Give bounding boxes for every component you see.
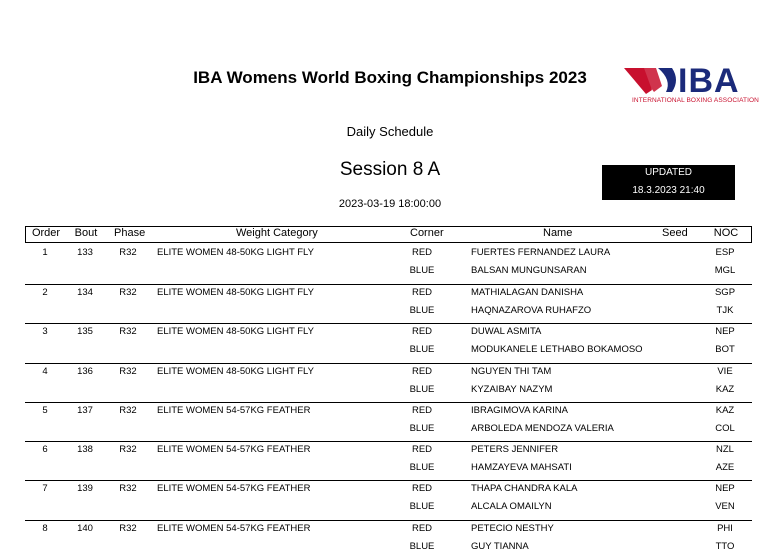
- cell-blue-noc: AZE: [715, 462, 735, 473]
- cell-blue-noc: MGL: [714, 265, 736, 276]
- cell-red-noc: NEP: [715, 483, 735, 494]
- cell-red-name: NGUYEN THI TAM: [471, 366, 552, 377]
- header-corner: Corner: [410, 227, 444, 239]
- cell-red-corner: RED: [411, 523, 433, 534]
- cell-red-noc: NEP: [715, 326, 735, 337]
- cell-blue-corner: BLUE: [409, 423, 435, 434]
- cell-order: 4: [42, 366, 48, 377]
- cell-blue-noc: COL: [715, 423, 735, 434]
- cell-weight-category: ELITE WOMEN 54-57KG FEATHER: [157, 405, 311, 416]
- cell-blue-name: HAQNAZAROVA RUHAFZO: [471, 305, 592, 316]
- iba-logo: [622, 62, 759, 108]
- cell-red-corner: RED: [411, 405, 433, 416]
- cell-red-corner: RED: [411, 444, 433, 455]
- session-datetime: 2023-03-19 18:00:00: [338, 198, 442, 210]
- table-row: [25, 363, 752, 401]
- header-bout: Bout: [74, 227, 98, 239]
- cell-order: 1: [42, 247, 48, 258]
- cell-phase: R32: [119, 483, 137, 494]
- cell-blue-noc: TJK: [716, 305, 734, 316]
- cell-blue-corner: BLUE: [409, 384, 435, 395]
- table-row: [25, 441, 752, 479]
- header-noc: NOC: [713, 227, 739, 239]
- cell-blue-name: HAMZAYEVA MAHSATI: [471, 462, 572, 473]
- cell-bout: 136: [77, 366, 93, 377]
- cell-phase: R32: [119, 326, 137, 337]
- cell-red-noc: SGP: [714, 287, 736, 298]
- cell-red-name: FUERTES FERNANDEZ LAURA: [471, 247, 611, 258]
- cell-red-corner: RED: [411, 326, 433, 337]
- cell-order: 5: [42, 405, 48, 416]
- cell-order: 7: [42, 483, 48, 494]
- cell-red-name: MATHIALAGAN DANISHA: [471, 287, 584, 298]
- cell-bout: 135: [77, 326, 93, 337]
- cell-weight-category: ELITE WOMEN 54-57KG FEATHER: [157, 483, 311, 494]
- document-subtitle: Daily Schedule: [346, 124, 434, 139]
- cell-blue-noc: KAZ: [715, 384, 735, 395]
- header-phase: Phase: [114, 227, 146, 239]
- header-order: Order: [31, 227, 61, 239]
- table-row: [25, 480, 752, 518]
- cell-blue-name: ARBOLEDA MENDOZA VALERIA: [471, 423, 614, 434]
- logo-subtext: INTERNATIONAL BOXING ASSOCIATION: [632, 97, 759, 104]
- table-row: [25, 520, 752, 558]
- cell-red-noc: VIE: [717, 366, 733, 377]
- cell-blue-corner: BLUE: [409, 501, 435, 512]
- document-title: IBA Womens World Boxing Championships 2023: [193, 68, 587, 87]
- table-row: [25, 284, 752, 322]
- cell-red-name: PETERS JENNIFER: [471, 444, 559, 455]
- cell-order: 6: [42, 444, 48, 455]
- cell-phase: R32: [119, 366, 137, 377]
- updated-value: 18.3.2023 21:40: [632, 185, 705, 196]
- cell-red-noc: NZL: [716, 444, 734, 455]
- cell-blue-name: GUY TIANNA: [471, 541, 529, 552]
- updated-label: UPDATED: [644, 167, 693, 178]
- session-title: Session 8 A: [339, 159, 441, 180]
- header-seed: Seed: [662, 227, 688, 239]
- cell-bout: 133: [77, 247, 93, 258]
- header-name: Name: [543, 227, 573, 239]
- cell-weight-category: ELITE WOMEN 48-50KG LIGHT FLY: [157, 247, 314, 258]
- updated-badge: [602, 165, 735, 200]
- cell-bout: 138: [77, 444, 93, 455]
- cell-blue-name: BALSAN MUNGUNSARAN: [471, 265, 587, 276]
- cell-blue-corner: BLUE: [409, 541, 435, 552]
- cell-phase: R32: [119, 287, 137, 298]
- cell-bout: 137: [77, 405, 93, 416]
- cell-red-corner: RED: [411, 287, 433, 298]
- header-weight-category: Weight Category: [236, 227, 318, 239]
- iba-emblem-icon: [622, 64, 682, 96]
- cell-red-noc: ESP: [715, 247, 735, 258]
- cell-blue-corner: BLUE: [409, 344, 435, 355]
- cell-phase: R32: [119, 523, 137, 534]
- cell-blue-name: ALCALA OMAILYN: [471, 501, 552, 512]
- cell-phase: R32: [119, 247, 137, 258]
- table-row: [25, 323, 752, 361]
- cell-weight-category: ELITE WOMEN 48-50KG LIGHT FLY: [157, 287, 314, 298]
- cell-red-corner: RED: [411, 366, 433, 377]
- cell-red-noc: PHI: [717, 523, 733, 534]
- cell-red-noc: KAZ: [715, 405, 735, 416]
- table-header: [25, 226, 752, 243]
- logo-wordmark: IBA: [678, 62, 740, 100]
- cell-phase: R32: [119, 444, 137, 455]
- cell-order: 3: [42, 326, 48, 337]
- cell-bout: 139: [77, 483, 93, 494]
- cell-bout: 134: [77, 287, 93, 298]
- cell-bout: 140: [77, 523, 93, 534]
- cell-red-name: THAPA CHANDRA KALA: [471, 483, 578, 494]
- cell-blue-corner: BLUE: [409, 305, 435, 316]
- cell-phase: R32: [119, 405, 137, 416]
- cell-red-corner: RED: [411, 483, 433, 494]
- cell-weight-category: ELITE WOMEN 48-50KG LIGHT FLY: [157, 366, 314, 377]
- cell-blue-corner: BLUE: [409, 462, 435, 473]
- cell-order: 2: [42, 287, 48, 298]
- cell-blue-noc: TTO: [715, 541, 735, 552]
- table-row: [25, 402, 752, 440]
- cell-blue-noc: VEN: [715, 501, 735, 512]
- cell-weight-category: ELITE WOMEN 48-50KG LIGHT FLY: [157, 326, 314, 337]
- cell-red-name: PETECIO NESTHY: [471, 523, 554, 534]
- cell-red-name: DUWAL ASMITA: [471, 326, 542, 337]
- cell-weight-category: ELITE WOMEN 54-57KG FEATHER: [157, 444, 311, 455]
- cell-red-name: IBRAGIMOVA KARINA: [471, 405, 568, 416]
- cell-blue-corner: BLUE: [409, 265, 435, 276]
- cell-weight-category: ELITE WOMEN 54-57KG FEATHER: [157, 523, 311, 534]
- table-row: [25, 245, 752, 282]
- cell-blue-name: KYZAIBAY NAZYM: [471, 384, 553, 395]
- cell-blue-name: MODUKANELE LETHABO BOKAMOSO: [471, 344, 643, 355]
- cell-order: 8: [42, 523, 48, 534]
- cell-red-corner: RED: [411, 247, 433, 258]
- cell-blue-noc: BOT: [715, 344, 735, 355]
